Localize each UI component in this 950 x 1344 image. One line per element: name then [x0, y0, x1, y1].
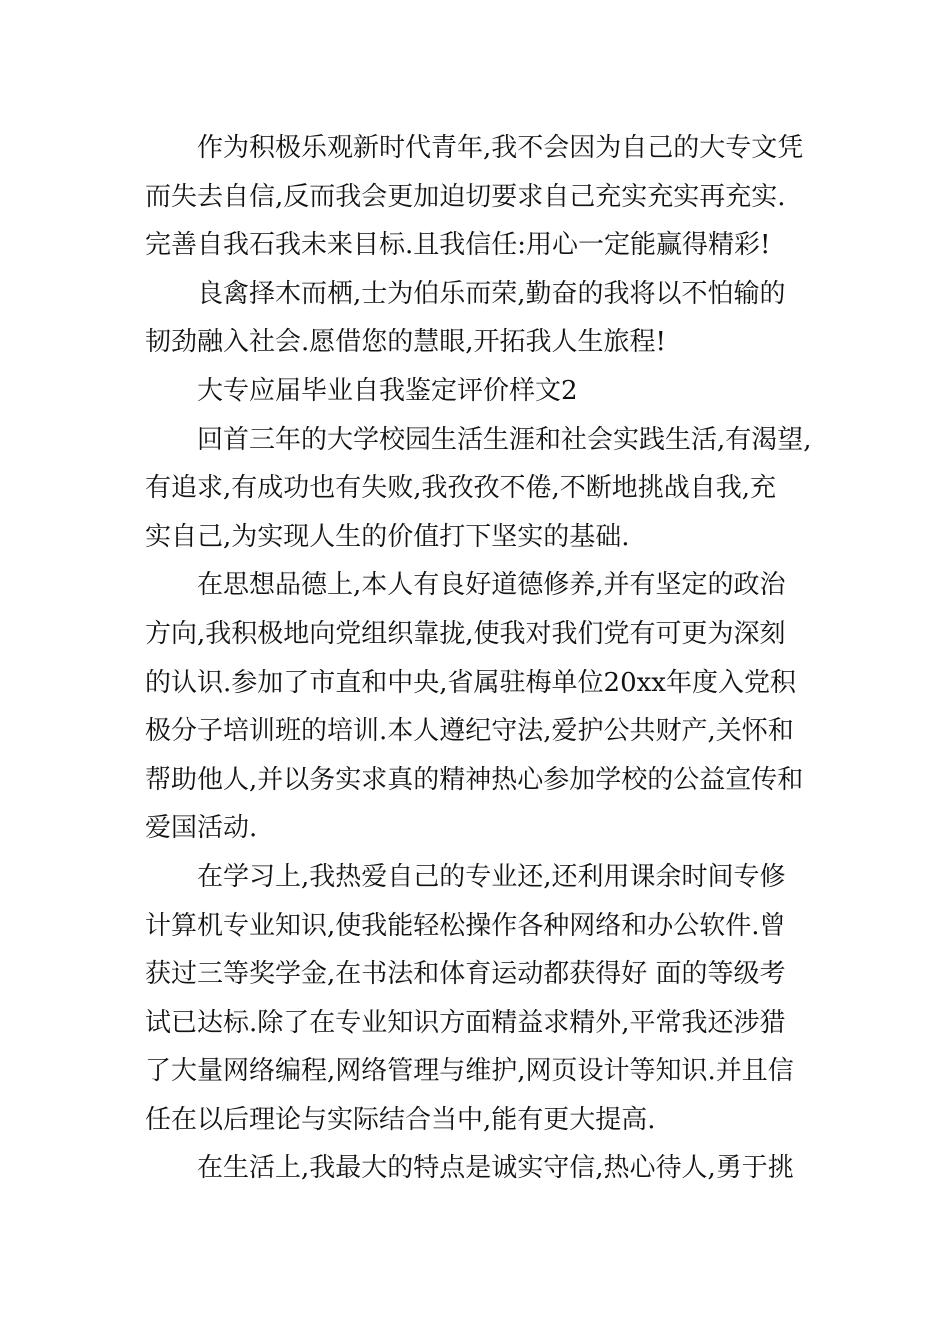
- paragraph-4: [145, 561, 815, 853]
- paragraph-6: [145, 1144, 815, 1193]
- paragraph-5: [145, 853, 815, 1145]
- text-line: 韧劲融入社会.愿借您的慧眼,开拓我人生旅程!: [145, 327, 666, 358]
- text-line: 帮助他人,并以务实求真的精神热心参加学校的公益宣传和: [145, 764, 804, 795]
- heading-text: 大专应届毕业自我鉴定评价样文2: [197, 375, 578, 406]
- text-line: 有追求,有成功也有失败,我孜孜不倦,不断地挑战自我,充: [145, 473, 777, 504]
- text-line: 在生活上,我最大的特点是诚实守信,热心待人,勇于挑: [197, 1153, 794, 1184]
- text-line: 的认识.参加了市直和中央,省属驻梅单位20xx年度入党积: [145, 667, 796, 698]
- paragraph-1: [145, 124, 815, 270]
- text-line: 实自己,为实现人生的价值打下坚实的基础.: [145, 521, 630, 552]
- text-line: 良禽择木而栖,士为伯乐而荣,勤奋的我将以不怕输的: [197, 278, 786, 309]
- text-line: 计算机专业知识,使我能轻松操作各种网络和办公软件.曾: [145, 910, 786, 941]
- text-line: 在思想品德上,本人有良好道德修养,并有坚定的政治: [197, 570, 786, 601]
- text-line: 而失去自信,反而我会更加迫切要求自己充实充实再充实.: [145, 181, 786, 212]
- text-line: 作为积极乐观新时代青年,我不会因为自己的大专文凭: [197, 133, 804, 163]
- text-line: 回首三年的大学校园生活生涯和社会实践生活,有渴望,: [197, 424, 812, 455]
- text-line: 了大量网络编程,网络管理与维护,网页设计等知识.并且信: [145, 1056, 794, 1087]
- section-heading: [145, 367, 815, 416]
- text-line: 任在以后理论与实际结合当中,能有更大提高.: [145, 1104, 656, 1135]
- text-line: 极分子培训班的培训.本人遵纪守法,爱护公共财产,关怀和: [145, 716, 794, 747]
- document-body: [145, 124, 815, 1193]
- text-line: 试已达标.除了在专业知识方面精益求精外,平常我还涉猎: [145, 1007, 786, 1038]
- text-line: 爱国活动.: [145, 813, 258, 844]
- text-line: 完善自我石我未来目标.且我信任:用心一定能赢得精彩!: [145, 230, 771, 261]
- text-line: 在学习上,我热爱自己的专业还,还利用课余时间专修: [197, 861, 786, 892]
- paragraph-3: [145, 416, 815, 562]
- text-line: 获过三等奖学金,在书法和体育运动都获得好 面的等级考: [145, 959, 786, 990]
- text-line: 方向,我积极地向党组织靠拢,使我对我们党有可更为深刻: [145, 618, 786, 649]
- paragraph-2: [145, 270, 815, 367]
